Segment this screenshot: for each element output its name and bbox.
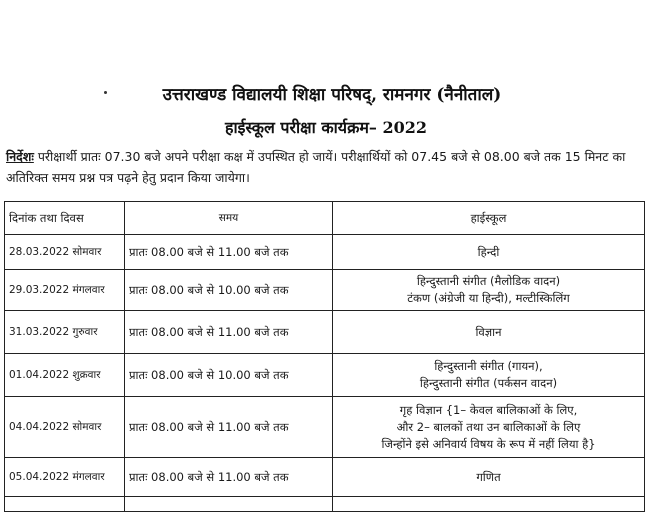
row-subject-empty <box>333 497 645 512</box>
instruction-paragraph <box>6 146 646 188</box>
row-subject <box>333 354 645 397</box>
row-time: प्रातः 08.00 बजे से 11.00 बजे तक <box>125 235 333 270</box>
row-subject <box>333 270 645 311</box>
subject-line: हिन्दुस्तानी संगीत (पर्कसन वादन) <box>419 376 558 390</box>
row-date: 31.03.2022 गुरुवार <box>5 311 125 354</box>
row-subject <box>333 235 645 270</box>
row-time: प्रातः 08.00 बजे से 10.00 बजे तक <box>125 270 333 311</box>
row-subject <box>333 397 645 458</box>
row-date: 04.04.2022 सोमवार <box>5 397 125 458</box>
subject-line: टंकण (अंग्रेजी या हिन्दी), मल्टीस्किलिंग <box>407 291 570 305</box>
instruction-text: परीक्षार्थी प्रातः 07.30 बजे अपने परीक्षा कक्ष में उपस्थित हो जायें। परीक्षार्थियों को 07.45 बजे से 08.00 बजे तक 15 मिनट का अतिरिक्त समय प्रश्न पत्र पढ़ने हेतु प्रदान किया जायेगा। <box>6 149 626 185</box>
row-date: 05.04.2022 मंगलवार <box>5 458 125 497</box>
board-title: उत्तराखण्ड विद्यालयी शिक्षा परिषद्, रामनगर (नैनीताल) <box>162 85 502 105</box>
subject-line: विज्ञान <box>475 324 502 339</box>
header-time: समय <box>125 202 333 235</box>
table-row <box>5 354 645 397</box>
subject-line: हिन्दुस्तानी संगीत (मैलोडिक वादन) <box>416 274 561 288</box>
row-time-empty <box>125 497 333 512</box>
header-highschool: हाईस्कूल <box>333 202 645 235</box>
row-date: 29.03.2022 मंगलवार <box>5 270 125 311</box>
subject-line: जिन्होंने इसे अनिवार्य विषय के रूप में नहीं लिया है} <box>381 436 596 451</box>
subject-line: गणित <box>476 469 501 484</box>
program-title: हाईस्कूल परीक्षा कार्यक्रम– 2022 <box>224 118 428 137</box>
row-date-empty <box>5 497 125 512</box>
table-row-partial <box>5 497 645 512</box>
header-date-day: दिनांक तथा दिवस <box>5 202 125 235</box>
table-row <box>5 458 645 497</box>
table-row <box>5 397 645 458</box>
row-time: प्रातः 08.00 बजे से 11.00 बजे तक <box>125 311 333 354</box>
row-time: प्रातः 08.00 बजे से 10.00 बजे तक <box>125 354 333 397</box>
subject-line: हिन्दी <box>477 244 500 259</box>
table-row <box>5 270 645 311</box>
subject-line: गृह विज्ञान {1– केवल बालिकाओं के लिए, <box>399 402 578 417</box>
subject-line: हिन्दुस्तानी संगीत (गायन), <box>434 359 543 373</box>
row-date: 01.04.2022 शुक्रवार <box>5 354 125 397</box>
schedule-table <box>4 201 645 512</box>
row-subject <box>333 311 645 354</box>
row-subject <box>333 458 645 497</box>
table-header-row <box>5 202 645 235</box>
row-date: 28.03.2022 सोमवार <box>5 235 125 270</box>
subject-line: और 2– बालकों तथा उन बालिकाओं के लिए <box>396 419 581 434</box>
row-time: प्रातः 08.00 बजे से 11.00 बजे तक <box>125 458 333 497</box>
table-row <box>5 311 645 354</box>
table-row <box>5 235 645 270</box>
instruction-label: निर्देशः <box>6 149 34 164</box>
row-time: प्रातः 08.00 बजे से 11.00 बजे तक <box>125 397 333 458</box>
